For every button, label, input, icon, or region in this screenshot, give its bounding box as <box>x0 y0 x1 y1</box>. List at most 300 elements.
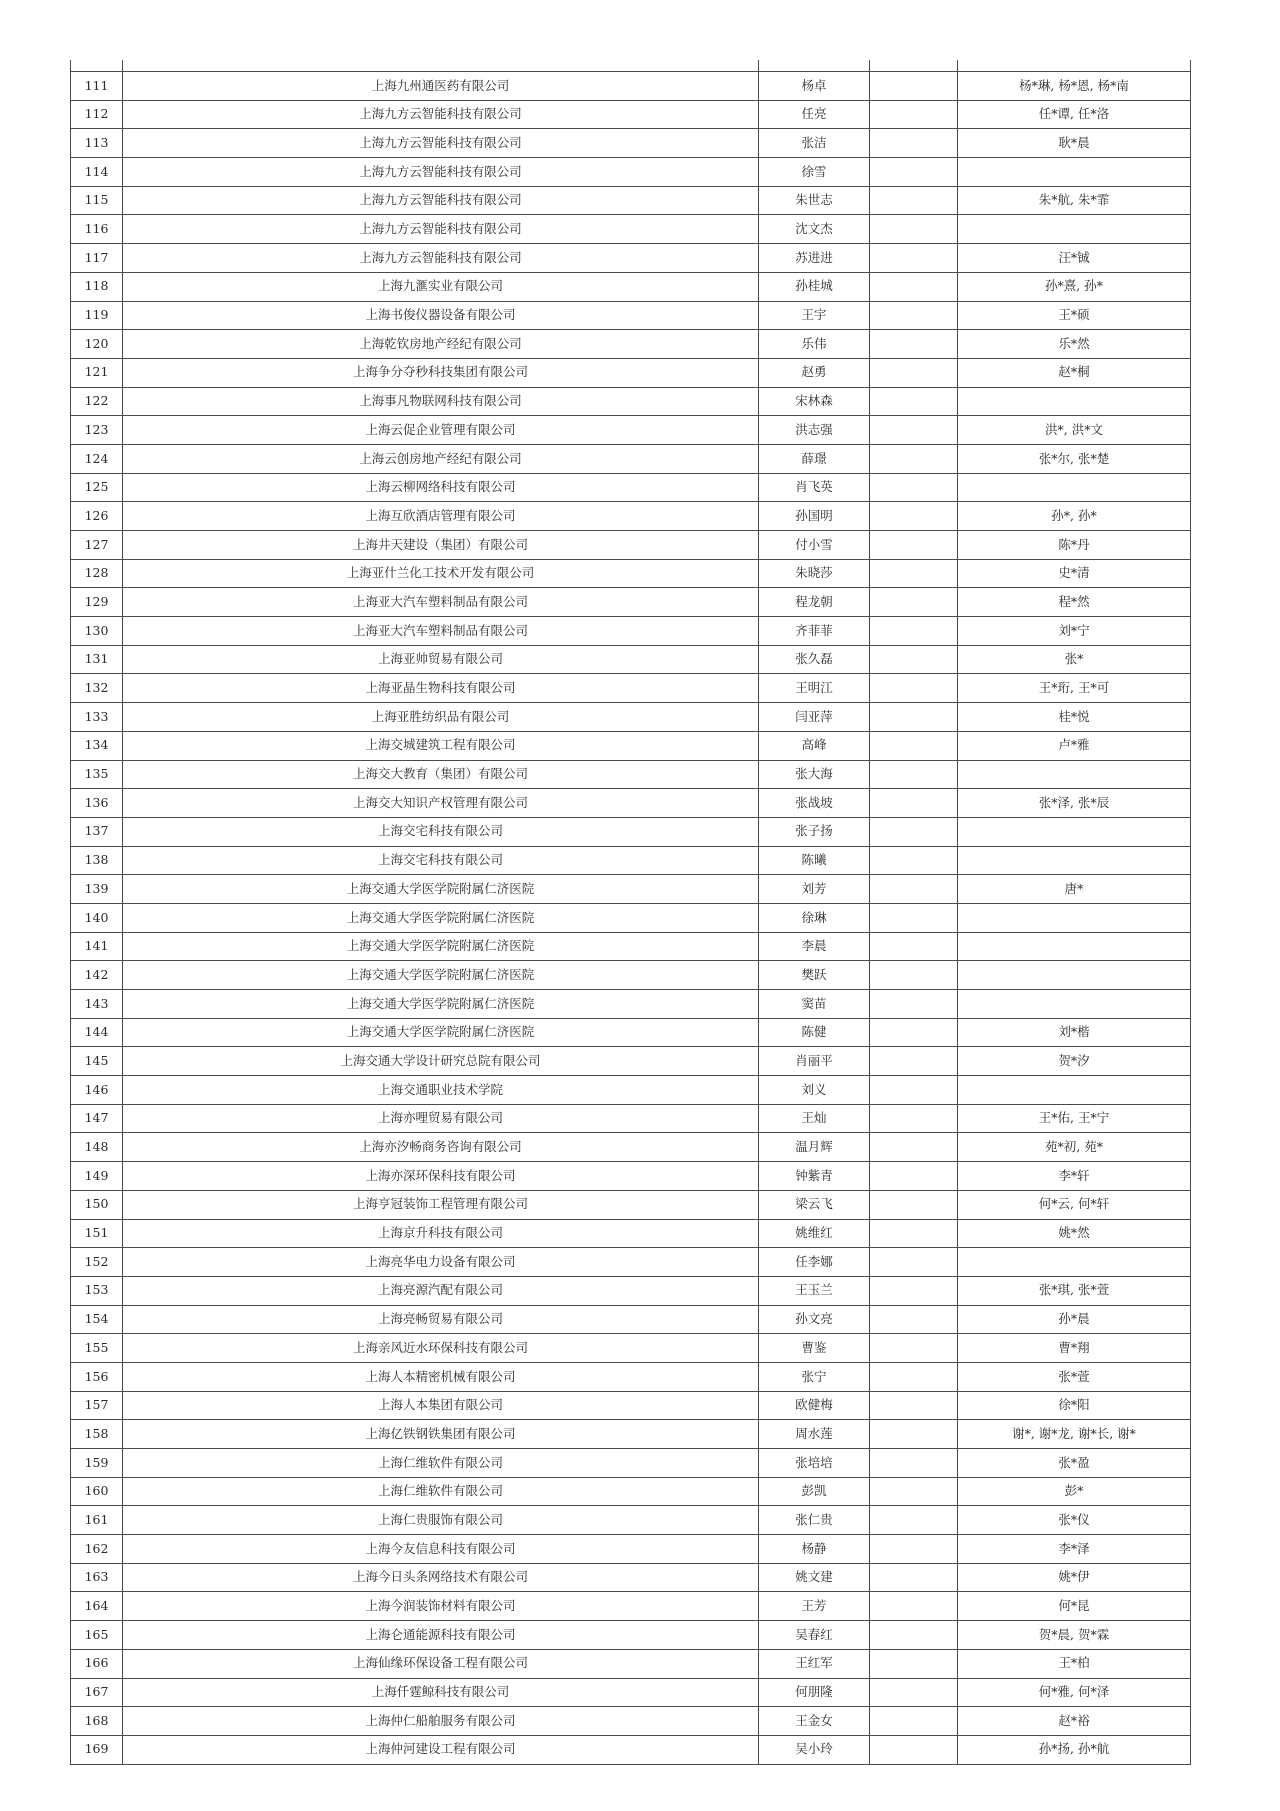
person-name-cell: 姚文建 <box>759 1563 870 1592</box>
blank-cell <box>870 1047 958 1076</box>
blank-cell <box>870 846 958 875</box>
person-name-cell: 孙国明 <box>759 502 870 531</box>
table-row <box>71 1477 1191 1506</box>
person-name-cell: 乐伟 <box>759 330 870 359</box>
row-number-cell: 164 <box>71 1592 123 1621</box>
row-number-cell: 123 <box>71 416 123 445</box>
table-row <box>71 674 1191 703</box>
family-members-cell: 苑*初, 苑* <box>958 1133 1191 1162</box>
blank-cell <box>870 1248 958 1277</box>
blank-cell <box>870 1133 958 1162</box>
family-members-cell: 汪*铖 <box>958 244 1191 273</box>
table-row <box>71 1219 1191 1248</box>
family-members-cell: 陈*丹 <box>958 531 1191 560</box>
company-name-cell: 上海人本集团有限公司 <box>123 1391 759 1420</box>
blank-cell <box>870 1563 958 1592</box>
row-number-cell: 120 <box>71 330 123 359</box>
company-name-cell: 上海九滙实业有限公司 <box>123 272 759 301</box>
person-name-cell: 孙文亮 <box>759 1305 870 1334</box>
company-name-cell: 上海人本精密机械有限公司 <box>123 1362 759 1391</box>
table-row <box>71 244 1191 273</box>
family-members-cell: 李*泽 <box>958 1535 1191 1564</box>
row-number-cell: 166 <box>71 1649 123 1678</box>
blank-cell <box>870 789 958 818</box>
blank-cell <box>870 100 958 129</box>
table-row <box>71 789 1191 818</box>
blank-cell <box>870 473 958 502</box>
row-number-cell: 116 <box>71 215 123 244</box>
family-members-cell: 彭* <box>958 1477 1191 1506</box>
row-number-cell: 153 <box>71 1276 123 1305</box>
person-name-cell: 杨卓 <box>759 72 870 101</box>
family-members-cell: 史*清 <box>958 559 1191 588</box>
person-name-cell: 李晨 <box>759 932 870 961</box>
person-name-cell: 苏进进 <box>759 244 870 273</box>
company-name-cell: 上海今友信息科技有限公司 <box>123 1535 759 1564</box>
family-members-cell <box>958 932 1191 961</box>
table-row <box>71 760 1191 789</box>
family-members-cell: 张*萱 <box>958 1362 1191 1391</box>
table-row <box>71 559 1191 588</box>
row-number-cell: 115 <box>71 186 123 215</box>
person-name-cell: 王芳 <box>759 1592 870 1621</box>
company-name-cell: 上海亮畅贸易有限公司 <box>123 1305 759 1334</box>
family-members-cell <box>958 760 1191 789</box>
family-members-cell: 王*佑, 王*宁 <box>958 1104 1191 1133</box>
company-name-cell: 上海仟霆鲸科技有限公司 <box>123 1678 759 1707</box>
family-members-cell: 杨*琳, 杨*恩, 杨*南 <box>958 72 1191 101</box>
stub-cell <box>870 60 958 72</box>
blank-cell <box>870 645 958 674</box>
person-name-cell: 窦苗 <box>759 990 870 1019</box>
row-number-cell: 157 <box>71 1391 123 1420</box>
person-name-cell: 张大海 <box>759 760 870 789</box>
table-row <box>71 1018 1191 1047</box>
company-name-cell: 上海亮华电力设备有限公司 <box>123 1248 759 1277</box>
family-members-cell: 李*轩 <box>958 1162 1191 1191</box>
blank-cell <box>870 444 958 473</box>
person-name-cell: 吴春红 <box>759 1621 870 1650</box>
row-number-cell: 142 <box>71 961 123 990</box>
row-number-cell: 133 <box>71 703 123 732</box>
company-name-cell: 上海九方云智能科技有限公司 <box>123 244 759 273</box>
family-members-cell: 卢*雅 <box>958 731 1191 760</box>
row-number-cell: 149 <box>71 1162 123 1191</box>
row-number-cell: 121 <box>71 358 123 387</box>
person-name-cell: 高峰 <box>759 731 870 760</box>
company-name-cell: 上海九方云智能科技有限公司 <box>123 186 759 215</box>
person-name-cell: 钟紫青 <box>759 1162 870 1191</box>
company-name-cell: 上海亚晶生物科技有限公司 <box>123 674 759 703</box>
blank-cell <box>870 1104 958 1133</box>
row-number-cell: 169 <box>71 1735 123 1764</box>
row-number-cell: 132 <box>71 674 123 703</box>
blank-cell <box>870 129 958 158</box>
person-name-cell: 付小雪 <box>759 531 870 560</box>
person-name-cell: 张培培 <box>759 1449 870 1478</box>
table-row <box>71 1104 1191 1133</box>
row-number-cell: 154 <box>71 1305 123 1334</box>
table-row <box>71 1420 1191 1449</box>
table-row <box>71 1563 1191 1592</box>
person-name-cell: 彭凯 <box>759 1477 870 1506</box>
family-members-cell <box>958 215 1191 244</box>
row-number-cell: 148 <box>71 1133 123 1162</box>
company-name-cell: 上海交大知识产权管理有限公司 <box>123 789 759 818</box>
blank-cell <box>870 1162 958 1191</box>
blank-cell <box>870 1621 958 1650</box>
row-number-cell: 127 <box>71 531 123 560</box>
family-members-cell: 张*尔, 张*楚 <box>958 444 1191 473</box>
table-row <box>71 990 1191 1019</box>
table-row <box>71 1621 1191 1650</box>
table-row <box>71 1391 1191 1420</box>
company-name-cell: 上海交通职业技术学院 <box>123 1076 759 1105</box>
company-name-cell: 上海亿铁钢铁集团有限公司 <box>123 1420 759 1449</box>
table-row <box>71 1334 1191 1363</box>
row-number-cell: 119 <box>71 301 123 330</box>
company-name-cell: 上海交通大学医学院附属仁济医院 <box>123 961 759 990</box>
family-members-cell <box>958 961 1191 990</box>
person-name-cell: 洪志强 <box>759 416 870 445</box>
table-row <box>71 1362 1191 1391</box>
company-name-cell: 上海九方云智能科技有限公司 <box>123 215 759 244</box>
family-members-cell: 朱*航, 朱*霏 <box>958 186 1191 215</box>
table-row <box>71 1535 1191 1564</box>
company-name-cell: 上海互欣酒店管理有限公司 <box>123 502 759 531</box>
row-number-cell: 118 <box>71 272 123 301</box>
row-number-cell: 125 <box>71 473 123 502</box>
person-name-cell: 何朋隆 <box>759 1678 870 1707</box>
row-number-cell: 144 <box>71 1018 123 1047</box>
table-row <box>71 1190 1191 1219</box>
blank-cell <box>870 158 958 187</box>
company-name-cell: 上海交宅科技有限公司 <box>123 817 759 846</box>
table-row <box>71 502 1191 531</box>
blank-cell <box>870 1362 958 1391</box>
table-row <box>71 1678 1191 1707</box>
row-number-cell: 158 <box>71 1420 123 1449</box>
person-name-cell: 孙桂城 <box>759 272 870 301</box>
row-number-cell: 150 <box>71 1190 123 1219</box>
family-members-cell: 何*昆 <box>958 1592 1191 1621</box>
family-members-cell: 曹*翔 <box>958 1334 1191 1363</box>
row-number-cell: 146 <box>71 1076 123 1105</box>
person-name-cell: 肖飞英 <box>759 473 870 502</box>
company-name-cell: 上海云柳网络科技有限公司 <box>123 473 759 502</box>
company-name-cell: 上海仁维软件有限公司 <box>123 1449 759 1478</box>
family-members-cell: 张*泽, 张*辰 <box>958 789 1191 818</box>
row-number-cell: 130 <box>71 617 123 646</box>
company-name-cell: 上海交通大学医学院附属仁济医院 <box>123 903 759 932</box>
table-row <box>71 1162 1191 1191</box>
company-name-cell: 上海乾钦房地产经纪有限公司 <box>123 330 759 359</box>
row-number-cell: 141 <box>71 932 123 961</box>
table-row <box>71 444 1191 473</box>
company-name-cell: 上海亲风近水环保科技有限公司 <box>123 1334 759 1363</box>
blank-cell <box>870 1334 958 1363</box>
company-name-cell: 上海云创房地产经纪有限公司 <box>123 444 759 473</box>
table-row <box>71 1047 1191 1076</box>
blank-cell <box>870 1449 958 1478</box>
row-number-cell: 136 <box>71 789 123 818</box>
family-members-cell <box>958 1076 1191 1105</box>
blank-cell <box>870 416 958 445</box>
table-row <box>71 903 1191 932</box>
table-row <box>71 588 1191 617</box>
row-number-cell: 140 <box>71 903 123 932</box>
blank-cell <box>870 358 958 387</box>
row-number-cell: 117 <box>71 244 123 273</box>
table-row <box>71 330 1191 359</box>
person-name-cell: 王明江 <box>759 674 870 703</box>
person-name-cell: 张战坡 <box>759 789 870 818</box>
company-name-cell: 上海今润装饰材料有限公司 <box>123 1592 759 1621</box>
table-row <box>71 617 1191 646</box>
person-name-cell: 张仁贵 <box>759 1506 870 1535</box>
company-name-cell: 上海仁贵服饰有限公司 <box>123 1506 759 1535</box>
family-members-cell: 唐* <box>958 875 1191 904</box>
blank-cell <box>870 1707 958 1736</box>
family-members-cell: 贺*汐 <box>958 1047 1191 1076</box>
table-row <box>71 358 1191 387</box>
row-number-cell: 126 <box>71 502 123 531</box>
family-members-cell: 张*仪 <box>958 1506 1191 1535</box>
table-row <box>71 100 1191 129</box>
table-row <box>71 215 1191 244</box>
company-name-cell: 上海亮源汽配有限公司 <box>123 1276 759 1305</box>
company-name-cell: 上海云促企业管理有限公司 <box>123 416 759 445</box>
family-members-cell: 乐*然 <box>958 330 1191 359</box>
person-name-cell: 宋林森 <box>759 387 870 416</box>
company-name-cell: 上海交通大学医学院附属仁济医院 <box>123 932 759 961</box>
person-name-cell: 张子扬 <box>759 817 870 846</box>
family-members-cell: 刘*楷 <box>958 1018 1191 1047</box>
family-members-cell: 任*谭, 任*洛 <box>958 100 1191 129</box>
table-row <box>71 1506 1191 1535</box>
blank-cell <box>870 1276 958 1305</box>
blank-cell <box>870 272 958 301</box>
person-name-cell: 任李娜 <box>759 1248 870 1277</box>
company-name-cell: 上海仙缘环保设备工程有限公司 <box>123 1649 759 1678</box>
table-row <box>71 846 1191 875</box>
company-name-cell: 上海井天建设（集团）有限公司 <box>123 531 759 560</box>
records-table <box>70 60 1191 1765</box>
row-number-cell: 160 <box>71 1477 123 1506</box>
row-number-cell: 135 <box>71 760 123 789</box>
person-name-cell: 王红军 <box>759 1649 870 1678</box>
blank-cell <box>870 1735 958 1764</box>
stub-cell <box>759 60 870 72</box>
table-row <box>71 387 1191 416</box>
company-name-cell: 上海九方云智能科技有限公司 <box>123 100 759 129</box>
person-name-cell: 樊跃 <box>759 961 870 990</box>
row-number-cell: 111 <box>71 72 123 101</box>
person-name-cell: 张久磊 <box>759 645 870 674</box>
person-name-cell: 刘芳 <box>759 875 870 904</box>
row-number-cell: 138 <box>71 846 123 875</box>
person-name-cell: 任亮 <box>759 100 870 129</box>
row-number-cell: 162 <box>71 1535 123 1564</box>
table-row <box>71 731 1191 760</box>
family-members-cell: 张* <box>958 645 1191 674</box>
family-members-cell <box>958 387 1191 416</box>
blank-cell <box>870 1076 958 1105</box>
row-number-cell: 129 <box>71 588 123 617</box>
company-name-cell: 上海交大教育（集团）有限公司 <box>123 760 759 789</box>
family-members-cell <box>958 473 1191 502</box>
blank-cell <box>870 186 958 215</box>
person-name-cell: 王灿 <box>759 1104 870 1133</box>
stub-cell <box>71 60 123 72</box>
table-row <box>71 1076 1191 1105</box>
person-name-cell: 温月辉 <box>759 1133 870 1162</box>
table-row <box>71 272 1191 301</box>
person-name-cell: 曹鉴 <box>759 1334 870 1363</box>
person-name-cell: 杨静 <box>759 1535 870 1564</box>
table-row <box>71 1449 1191 1478</box>
company-name-cell: 上海亚帅贸易有限公司 <box>123 645 759 674</box>
person-name-cell: 王宇 <box>759 301 870 330</box>
family-members-cell: 姚*伊 <box>958 1563 1191 1592</box>
company-name-cell: 上海亨冠装饰工程管理有限公司 <box>123 1190 759 1219</box>
blank-cell <box>870 1305 958 1334</box>
blank-cell <box>870 817 958 846</box>
person-name-cell: 徐雪 <box>759 158 870 187</box>
blank-cell <box>870 215 958 244</box>
family-members-cell: 贺*晨, 贺*霖 <box>958 1621 1191 1650</box>
blank-cell <box>870 1506 958 1535</box>
table-row <box>71 1649 1191 1678</box>
stub-cell <box>123 60 759 72</box>
table-row <box>71 1707 1191 1736</box>
blank-cell <box>870 588 958 617</box>
person-name-cell: 闫亚萍 <box>759 703 870 732</box>
blank-cell <box>870 760 958 789</box>
row-number-cell: 113 <box>71 129 123 158</box>
table-row <box>71 158 1191 187</box>
company-name-cell: 上海京升科技有限公司 <box>123 1219 759 1248</box>
person-name-cell: 梁云飞 <box>759 1190 870 1219</box>
row-number-cell: 152 <box>71 1248 123 1277</box>
blank-cell <box>870 617 958 646</box>
person-name-cell: 徐琳 <box>759 903 870 932</box>
blank-cell <box>870 674 958 703</box>
family-members-cell: 何*雅, 何*泽 <box>958 1678 1191 1707</box>
blank-cell <box>870 875 958 904</box>
row-number-cell: 139 <box>71 875 123 904</box>
table-row <box>71 961 1191 990</box>
family-members-cell: 孙*扬, 孙*航 <box>958 1735 1191 1764</box>
company-name-cell: 上海书俊仪器设备有限公司 <box>123 301 759 330</box>
company-name-cell: 上海事凡物联网科技有限公司 <box>123 387 759 416</box>
table-row <box>71 301 1191 330</box>
person-name-cell: 刘义 <box>759 1076 870 1105</box>
person-name-cell: 肖丽平 <box>759 1047 870 1076</box>
family-members-cell: 何*云, 何*轩 <box>958 1190 1191 1219</box>
table-row <box>71 129 1191 158</box>
blank-cell <box>870 502 958 531</box>
family-members-cell: 王*珩, 王*可 <box>958 674 1191 703</box>
blank-cell <box>870 559 958 588</box>
blank-cell <box>870 531 958 560</box>
row-number-cell: 161 <box>71 1506 123 1535</box>
family-members-cell <box>958 903 1191 932</box>
person-name-cell: 张洁 <box>759 129 870 158</box>
blank-cell <box>870 1391 958 1420</box>
blank-cell <box>870 1190 958 1219</box>
row-number-cell: 128 <box>71 559 123 588</box>
person-name-cell: 朱晓莎 <box>759 559 870 588</box>
person-name-cell: 吴小玲 <box>759 1735 870 1764</box>
table-row <box>71 703 1191 732</box>
blank-cell <box>870 1420 958 1449</box>
row-number-cell: 163 <box>71 1563 123 1592</box>
blank-cell <box>870 1649 958 1678</box>
person-name-cell: 赵勇 <box>759 358 870 387</box>
company-name-cell: 上海仑通能源科技有限公司 <box>123 1621 759 1650</box>
row-number-cell: 131 <box>71 645 123 674</box>
family-members-cell: 孙*, 孙* <box>958 502 1191 531</box>
family-members-cell <box>958 817 1191 846</box>
family-members-cell: 王*硕 <box>958 301 1191 330</box>
blank-cell <box>870 1018 958 1047</box>
company-name-cell: 上海亚大汽车塑料制品有限公司 <box>123 617 759 646</box>
blank-cell <box>870 990 958 1019</box>
company-name-cell: 上海九方云智能科技有限公司 <box>123 129 759 158</box>
company-name-cell: 上海交通大学设计研究总院有限公司 <box>123 1047 759 1076</box>
company-name-cell: 上海亚大汽车塑料制品有限公司 <box>123 588 759 617</box>
table-row <box>71 1276 1191 1305</box>
person-name-cell: 王玉兰 <box>759 1276 870 1305</box>
blank-cell <box>870 301 958 330</box>
family-members-cell: 王*柏 <box>958 1649 1191 1678</box>
row-number-cell: 112 <box>71 100 123 129</box>
blank-cell <box>870 72 958 101</box>
family-members-cell <box>958 158 1191 187</box>
person-name-cell: 欧健梅 <box>759 1391 870 1420</box>
person-name-cell: 陈曦 <box>759 846 870 875</box>
company-name-cell: 上海交通大学医学院附属仁济医院 <box>123 990 759 1019</box>
family-members-cell: 孙*晨 <box>958 1305 1191 1334</box>
company-name-cell: 上海亦深环保科技有限公司 <box>123 1162 759 1191</box>
company-name-cell: 上海争分夺秒科技集团有限公司 <box>123 358 759 387</box>
blank-cell <box>870 330 958 359</box>
blank-cell <box>870 244 958 273</box>
table-row <box>71 1133 1191 1162</box>
table-row <box>71 473 1191 502</box>
table-row <box>71 72 1191 101</box>
stub-cell <box>958 60 1191 72</box>
blank-cell <box>870 1219 958 1248</box>
person-name-cell: 薛璟 <box>759 444 870 473</box>
company-name-cell: 上海亚什兰化工技术开发有限公司 <box>123 559 759 588</box>
blank-cell <box>870 1535 958 1564</box>
company-name-cell: 上海交通大学医学院附属仁济医院 <box>123 875 759 904</box>
row-number-cell: 145 <box>71 1047 123 1076</box>
family-members-cell: 姚*然 <box>958 1219 1191 1248</box>
person-name-cell: 张宁 <box>759 1362 870 1391</box>
row-number-cell: 165 <box>71 1621 123 1650</box>
table-row <box>71 416 1191 445</box>
company-name-cell: 上海亦汐畅商务咨询有限公司 <box>123 1133 759 1162</box>
company-name-cell: 上海仲仁船舶服务有限公司 <box>123 1707 759 1736</box>
blank-cell <box>870 703 958 732</box>
table-row <box>71 645 1191 674</box>
row-number-cell: 147 <box>71 1104 123 1133</box>
row-number-cell: 155 <box>71 1334 123 1363</box>
person-name-cell: 陈健 <box>759 1018 870 1047</box>
